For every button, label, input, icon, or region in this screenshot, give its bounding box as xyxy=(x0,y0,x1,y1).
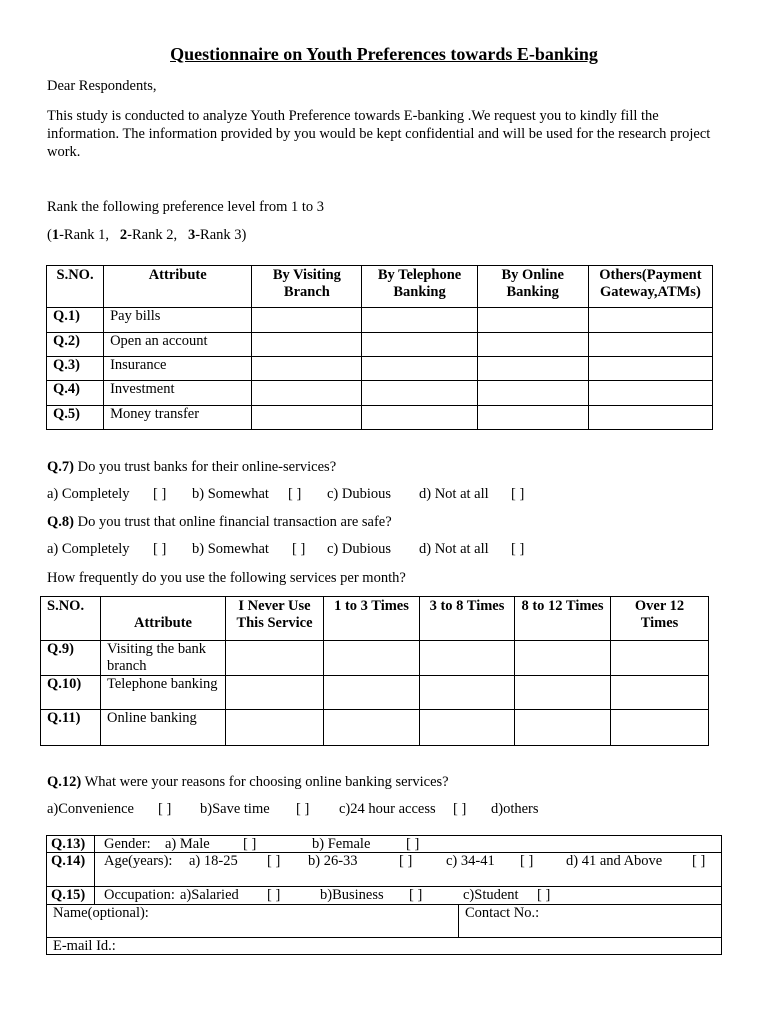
row-attribute: Insurance xyxy=(104,357,252,381)
header-sno: S.NO. xyxy=(47,266,104,308)
option-male: a) Male xyxy=(165,836,210,852)
option-not-at-all: d) Not at all xyxy=(419,541,489,557)
row-number: Q.4) xyxy=(47,381,104,406)
header-telephone-banking: By Telephone Banking xyxy=(362,266,477,308)
preference-table xyxy=(46,265,713,430)
checkbox-somewhat[interactable]: [ ] xyxy=(292,541,306,557)
row-number: Q.9) xyxy=(41,641,101,676)
row-number: Q.11) xyxy=(41,710,101,746)
option-others: d)others xyxy=(491,801,539,817)
table-row xyxy=(47,308,713,333)
header-visiting-branch: By Visiting Branch xyxy=(252,266,362,308)
rank-cell[interactable] xyxy=(252,357,362,381)
name-field[interactable] xyxy=(48,905,456,936)
checkbox-not-at-all[interactable]: [ ] xyxy=(511,541,525,557)
row-attribute: Visiting the bank branch xyxy=(101,641,226,676)
rank-value-3: -Rank 3) xyxy=(195,227,247,243)
row-attribute: Pay bills xyxy=(104,308,252,333)
rank-cell[interactable] xyxy=(252,333,362,357)
rank-legend xyxy=(47,226,246,244)
checkbox-not-at-all[interactable]: [ ] xyxy=(511,486,525,502)
frequency-header-row xyxy=(41,597,709,641)
checkbox-completely[interactable]: [ ] xyxy=(153,541,167,557)
header-sno: S.NO. xyxy=(41,597,101,641)
row-number: Q.10) xyxy=(41,676,101,710)
rank-cell[interactable] xyxy=(252,406,362,430)
rank-cell[interactable] xyxy=(477,308,588,333)
greeting: Dear Respondents, xyxy=(47,78,157,94)
contact-field-label: Contact No.: xyxy=(465,905,540,921)
frequency-cell[interactable] xyxy=(515,676,611,710)
q13-label: Q.13) xyxy=(51,836,86,852)
question-text: Do you trust that online financial transaction are safe? xyxy=(77,514,392,530)
option-completely: a) Completely xyxy=(47,541,130,557)
option-female: b) Female xyxy=(312,836,371,852)
header-attribute: Attribute xyxy=(101,597,226,641)
table-row xyxy=(47,333,713,357)
q15-label: Q.15) xyxy=(51,887,86,903)
frequency-cell[interactable] xyxy=(611,641,709,676)
frequency-cell[interactable] xyxy=(324,676,420,710)
email-field[interactable] xyxy=(48,938,720,953)
rank-cell[interactable] xyxy=(477,333,588,357)
question-label: Q.7) xyxy=(47,459,74,475)
rank-cell[interactable] xyxy=(362,357,477,381)
rank-cell[interactable] xyxy=(362,308,477,333)
question-q12 xyxy=(47,773,449,791)
row-attribute: Open an account xyxy=(104,333,252,357)
checkbox-save-time[interactable]: [ ] xyxy=(296,801,310,817)
q12-options xyxy=(47,801,747,819)
option-18-25: a) 18-25 xyxy=(189,853,238,869)
frequency-table xyxy=(40,596,709,746)
option-41-and-above: d) 41 and Above xyxy=(566,853,663,869)
checkbox-female[interactable]: [ ] xyxy=(406,836,420,852)
rank-cell[interactable] xyxy=(477,357,588,381)
rank-cell[interactable] xyxy=(362,333,477,357)
rank-cell[interactable] xyxy=(252,381,362,406)
option-26-33: b) 26-33 xyxy=(308,853,358,869)
header-others: Others(Payment Gateway,ATMs) xyxy=(588,266,712,308)
demographics-box xyxy=(46,835,722,955)
gender-label: Gender: xyxy=(104,836,151,852)
checkbox-completely[interactable]: [ ] xyxy=(153,486,167,502)
checkbox-41-and-above[interactable]: [ ] xyxy=(692,853,706,869)
header-over-12: Over 12 Times xyxy=(611,597,709,641)
checkbox-business[interactable]: [ ] xyxy=(409,887,423,903)
frequency-cell[interactable] xyxy=(226,676,324,710)
option-salaried: a)Salaried xyxy=(180,887,239,903)
table-row xyxy=(41,676,709,710)
option-dubious: c) Dubious xyxy=(327,486,392,502)
header-1-to-3: 1 to 3 Times xyxy=(324,597,420,641)
rank-cell[interactable] xyxy=(588,406,712,430)
rank-cell[interactable] xyxy=(252,308,362,333)
checkbox-somewhat[interactable]: [ ] xyxy=(288,486,302,502)
checkbox-salaried[interactable]: [ ] xyxy=(267,887,281,903)
checkbox-student[interactable]: [ ] xyxy=(537,887,551,903)
contact-field[interactable] xyxy=(460,905,720,936)
rank-key-3: 3 xyxy=(187,227,196,243)
header-online-banking: By Online Banking xyxy=(477,266,588,308)
row-number: Q.1) xyxy=(47,308,104,333)
rank-cell[interactable] xyxy=(588,381,712,406)
option-somewhat: b) Somewhat xyxy=(192,541,269,557)
frequency-instruction: How frequently do you use the following services per month? xyxy=(47,570,406,586)
header-attribute: Attribute xyxy=(104,266,252,308)
intro-paragraph: This study is conducted to analyze Youth Preference towards E-banking .We request you to kindly fill the information. The information provided by you would be kept confidential and will be used for the research project work. xyxy=(47,108,711,160)
option-not-at-all: d) Not at all xyxy=(419,486,489,502)
question-text: What were your reasons for choosing online banking services? xyxy=(84,774,449,790)
checkbox-18-25[interactable]: [ ] xyxy=(267,853,281,869)
q7-options xyxy=(47,486,747,504)
table-row xyxy=(47,406,713,430)
header-never-use: I Never Use This Service xyxy=(226,597,324,641)
row-number: Q.5) xyxy=(47,406,104,430)
question-q8 xyxy=(47,513,392,531)
option-business: b)Business xyxy=(320,887,384,903)
frequency-cell[interactable] xyxy=(324,710,420,746)
question-text: Do you trust banks for their online-services? xyxy=(77,459,337,475)
q14-label: Q.14) xyxy=(51,853,86,869)
page-title: Questionnaire on Youth Preferences towards E-banking xyxy=(170,44,598,64)
table-row xyxy=(47,381,713,406)
rank-cell[interactable] xyxy=(477,406,588,430)
option-24-hour-access: c)24 hour access xyxy=(339,801,436,817)
rank-key-2: 2 xyxy=(119,227,128,243)
option-save-time: b)Save time xyxy=(200,801,270,817)
row-attribute: Telephone banking xyxy=(101,676,226,710)
q8-options xyxy=(47,541,747,559)
frequency-cell[interactable] xyxy=(420,676,515,710)
rank-cell[interactable] xyxy=(588,308,712,333)
header-3-to-8: 3 to 8 Times xyxy=(420,597,515,641)
rank-value-2: -Rank 2, xyxy=(127,227,178,243)
option-somewhat: b) Somewhat xyxy=(192,486,269,502)
rank-instruction: Rank the following preference level from 1 to 3 xyxy=(47,199,325,215)
row-attribute: Investment xyxy=(104,381,252,406)
option-dubious: c) Dubious xyxy=(327,541,392,557)
rank-cell[interactable] xyxy=(477,381,588,406)
table-row xyxy=(47,357,713,381)
rank-value-1: -Rank 1, xyxy=(59,227,110,243)
frequency-cell[interactable] xyxy=(226,710,324,746)
row-attribute: Online banking xyxy=(101,710,226,746)
question-label: Q.8) xyxy=(47,514,74,530)
option-student: c)Student xyxy=(463,887,519,903)
frequency-cell[interactable] xyxy=(515,710,611,746)
frequency-cell[interactable] xyxy=(611,710,709,746)
rank-key-1: 1 xyxy=(51,227,60,243)
name-field-label: Name(optional): xyxy=(53,905,149,921)
checkbox-male[interactable]: [ ] xyxy=(243,836,257,852)
preference-header-row xyxy=(47,266,713,308)
rank-cell[interactable] xyxy=(588,357,712,381)
row-number: Q.3) xyxy=(47,357,104,381)
header-8-to-12: 8 to 12 Times xyxy=(515,597,611,641)
frequency-cell[interactable] xyxy=(324,641,420,676)
rank-legend-open: ( xyxy=(47,227,52,243)
row-attribute: Money transfer xyxy=(104,406,252,430)
checkbox-26-33[interactable]: [ ] xyxy=(399,853,413,869)
email-field-label: E-mail Id.: xyxy=(53,938,116,954)
frequency-cell[interactable] xyxy=(515,641,611,676)
age-label: Age(years): xyxy=(104,853,173,869)
option-convenience: a)Convenience xyxy=(47,801,134,817)
frequency-cell[interactable] xyxy=(611,676,709,710)
checkbox-convenience[interactable]: [ ] xyxy=(158,801,172,817)
checkbox-34-41[interactable]: [ ] xyxy=(520,853,534,869)
rank-cell[interactable] xyxy=(362,406,477,430)
occupation-label: Occupation: xyxy=(104,887,175,903)
question-label: Q.12) xyxy=(47,774,82,790)
row-number: Q.2) xyxy=(47,333,104,357)
frequency-cell[interactable] xyxy=(226,641,324,676)
table-row xyxy=(41,641,709,676)
question-q7 xyxy=(47,458,336,476)
frequency-cell[interactable] xyxy=(420,641,515,676)
frequency-cell[interactable] xyxy=(420,710,515,746)
table-row xyxy=(41,710,709,746)
option-34-41: c) 34-41 xyxy=(446,853,495,869)
checkbox-24-hour-access[interactable]: [ ] xyxy=(453,801,467,817)
option-completely: a) Completely xyxy=(47,486,130,502)
rank-cell[interactable] xyxy=(362,381,477,406)
rank-cell[interactable] xyxy=(588,333,712,357)
